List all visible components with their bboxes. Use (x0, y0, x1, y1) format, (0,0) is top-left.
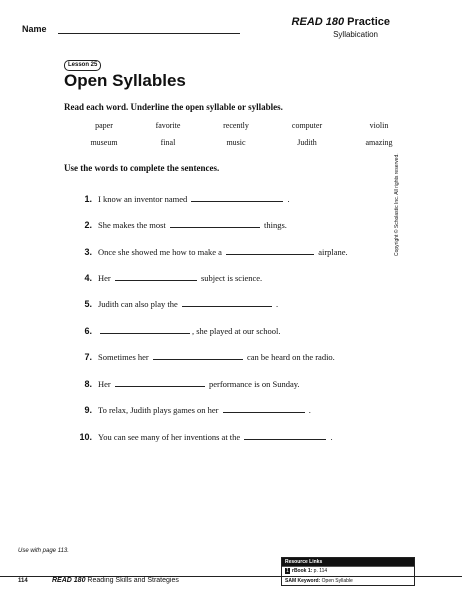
answer-blank[interactable] (191, 192, 283, 202)
copyright-notice: Copyright © Scholastic Inc. All rights reserved. (394, 153, 400, 256)
word-bank-item: final (160, 138, 176, 147)
answer-blank[interactable] (100, 324, 190, 334)
word-bank-item: computer (291, 121, 323, 130)
sentence-8: 8. Her performance is on Sunday. (84, 379, 300, 389)
answer-blank[interactable] (223, 403, 305, 413)
header-title-brand: READ 180 (291, 16, 345, 28)
resource-book-row: 1 rBook 1: p. 114 (282, 566, 414, 576)
word-bank-item: Judith (297, 138, 317, 147)
resource-links-box (281, 557, 415, 586)
sentence-1: 1. I know an inventor named . (84, 194, 290, 204)
lesson-badge: Lesson 25 (64, 60, 101, 71)
use-with-note: Use with page 113. (18, 548, 69, 554)
sentence-6: 6. , she played at our school. (84, 326, 281, 336)
answer-blank[interactable] (170, 218, 260, 228)
sentence-9: 9. To relax, Judith plays games on her . (84, 405, 311, 415)
header-subtitle: Syllabication (333, 30, 378, 39)
answer-blank[interactable] (244, 430, 326, 440)
answer-blank[interactable] (226, 245, 314, 255)
sentence-5: 5. Judith can also play the . (84, 299, 279, 309)
answer-blank[interactable] (115, 271, 197, 281)
sentence-7: 7. Sometimes her can be heard on the radio. (84, 352, 335, 362)
word-bank-item: favorite (155, 121, 181, 130)
header-title-rest: Practice (344, 16, 390, 28)
instruction-part2: Use the words to complete the sentences. (64, 163, 220, 173)
sentence-4: 4. Her subject is science. (84, 273, 263, 283)
answer-blank[interactable] (115, 377, 205, 387)
page-number: 114 (18, 578, 28, 584)
word-bank-item: recently (223, 121, 249, 130)
word-bank-item: music (226, 138, 246, 147)
word-bank-item: amazing (365, 138, 393, 147)
word-bank-item: museum (90, 138, 118, 147)
resource-links-heading: Resource Links (282, 558, 414, 566)
name-label: Name (22, 24, 47, 34)
answer-blank[interactable] (182, 297, 272, 307)
name-line (58, 33, 240, 34)
sentence-10: 10. You can see many of her inventions at the . (79, 432, 333, 442)
page-title: Open Syllables (64, 71, 186, 90)
footer-title (52, 577, 179, 584)
word-bank-item: paper (95, 121, 113, 130)
resource-sam-row: SAM Keyword: Open Syllable (282, 576, 414, 586)
word-bank-item: violin (369, 121, 389, 130)
answer-blank[interactable] (153, 350, 243, 360)
footer-title-rest: Reading Skills and Strategies (85, 577, 179, 584)
sentence-2: 2. She makes the most things. (84, 220, 287, 230)
book-icon: 1 (286, 567, 289, 574)
instruction-part1: Read each word. Underline the open syllable or syllables. (64, 102, 283, 112)
footer-title-brand: READ 180 (52, 577, 86, 584)
header-title (292, 16, 390, 28)
sentence-3: 3. Once she showed me how to make a airplane. (84, 247, 348, 257)
